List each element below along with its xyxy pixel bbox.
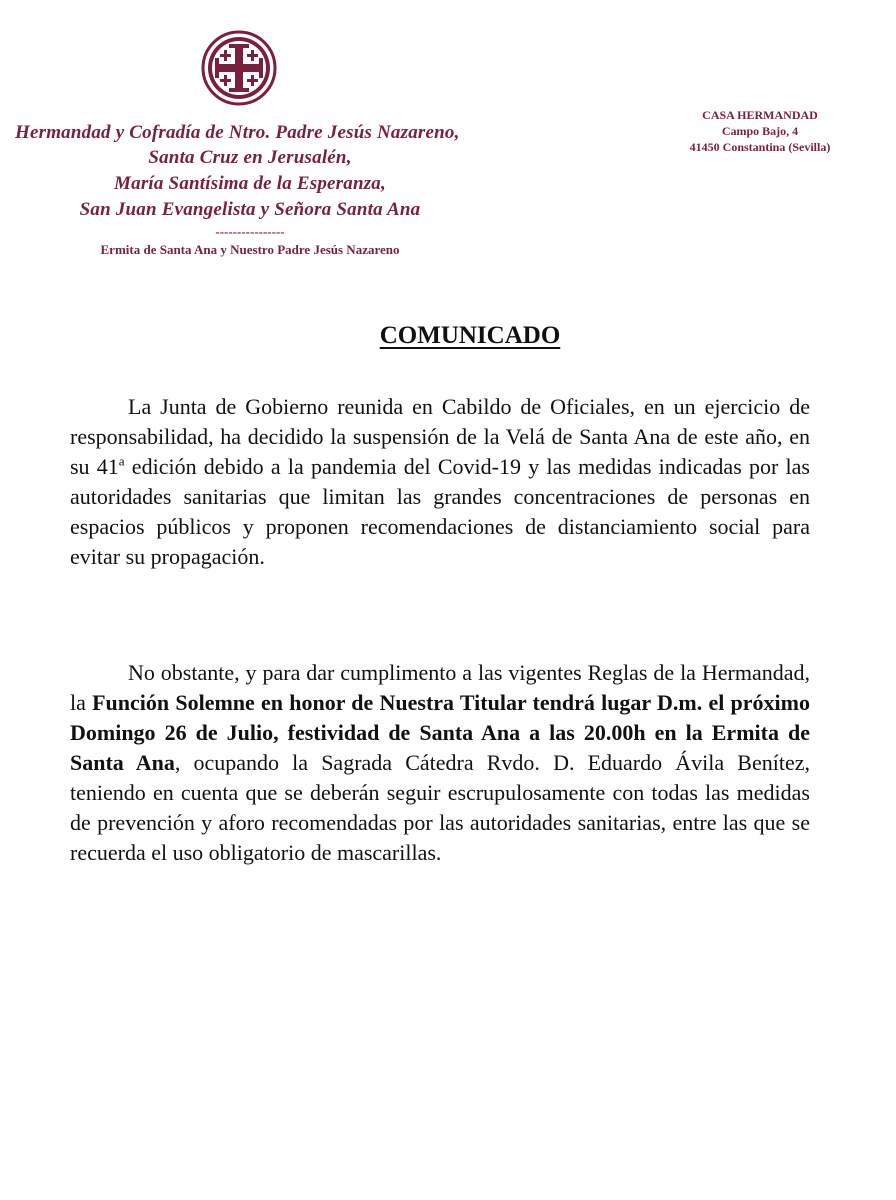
casa-hermandad-address (650, 107, 870, 155)
casa-city: 41450 Constantina (Sevilla) (689, 140, 831, 154)
header-line-3: María Santísima de la Esperanza, (114, 173, 386, 194)
paragraph-2-bold-text: Función Solemne en honor de Nuestra Titular tendrá lugar D.m. el próximo Domingo 26 de Julio, festividad de Santa Ana a las 20.00h en la Ermita de Santa Ana (70, 690, 810, 775)
paragraph-1-text-b: edición debido a la pandemia del Covid-19 y las medidas indicadas por las autoridades sanitarias que limitan las grandes concentraciones de personas en espacios públicos y proponen recomendaciones de distanciamiento social para evitar su propagación. (70, 454, 810, 569)
ordinal-superscript: a (118, 453, 125, 469)
paragraph-1-text-a: La Junta de Gobierno reunida en Cabildo de Oficiales, en un ejercicio de responsabilidad, ha decidido la suspensión de la Velá de Santa Ana de este año, en su 41 (70, 394, 810, 479)
casa-street: Campo Bajo, 4 (721, 124, 799, 138)
ermita-line: Ermita de Santa Ana y Nuestro Padre Jesús Nazareno (100, 242, 400, 257)
paragraph-2-text-a: No obstante, y para dar cumplimento a las vigentes Reglas de la Hermandad, la (70, 660, 810, 715)
jerusalem-cross-seal-icon (201, 30, 277, 106)
casa-title: CASA HERMANDAD (702, 108, 818, 122)
paragraph-2 (70, 658, 810, 868)
header-line-2: Santa Cruz en Jerusalén, (148, 147, 352, 168)
header-line-1: Hermandad y Cofradía de Ntro. Padre Jesús Nazareno, (15, 122, 460, 143)
header-separator: ---------------- (215, 224, 285, 239)
document-title: COMUNICADO (379, 322, 561, 349)
header-line-4: San Juan Evangelista y Señora Santa Ana (79, 199, 421, 220)
paragraph-2-text-b: , ocupando la Sagrada Cátedra Rvdo. D. Eduardo Ávila Benítez, teniendo en cuenta que se deberán seguir escrupulosamente con todas las medidas de prevención y aforo recomendadas por las autoridades sanitarias, entre las que se recuerda el uso obligatorio de mascarillas. (70, 750, 810, 865)
paragraph-1 (70, 392, 810, 572)
